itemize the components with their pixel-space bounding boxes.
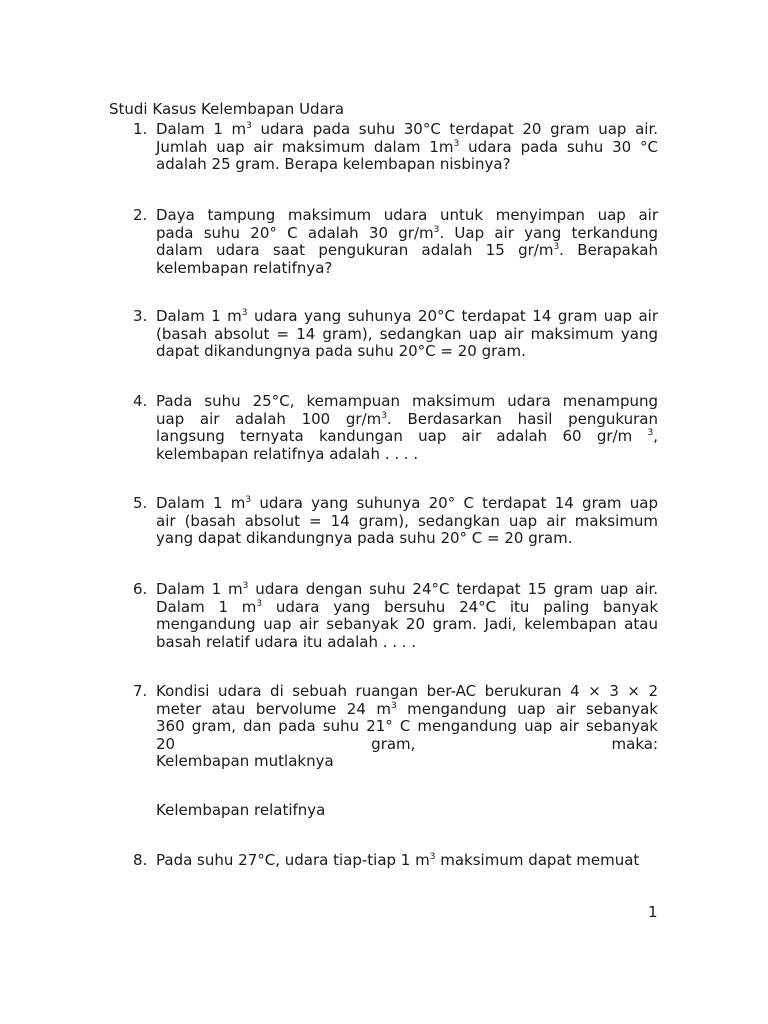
text-run: basah relatif udara itu adalah . . . . <box>156 632 417 651</box>
question-text <box>156 852 658 870</box>
text-run: meter atau bervolume 24 m <box>156 699 391 718</box>
text-run: Daya tampung maksimum udara untuk menyimpan uap air <box>156 206 658 224</box>
text-run: Pada suhu 27°C, udara tiap-tiap 1 m <box>156 851 430 869</box>
text-run: udara pada suhu 30 °C <box>459 137 658 156</box>
text-run: Dalam 1 m <box>156 494 246 512</box>
question-line <box>156 718 658 736</box>
question-line <box>156 242 658 260</box>
question-line <box>156 411 658 429</box>
text-run: air (basah absolut = 14 gram), sedangkan uap air maksimum <box>156 511 658 530</box>
question-7 <box>109 683 658 771</box>
question-line <box>156 428 658 446</box>
question-number: 5. <box>133 494 148 512</box>
superscript: 3 <box>245 495 252 505</box>
superscript: 3 <box>390 700 397 711</box>
question-line <box>156 121 658 139</box>
text-run: Dalam 1 m <box>156 120 247 138</box>
superscript: 3 <box>553 242 560 252</box>
text-run: udara pada suhu 30°C terdapat 20 gram uap air. <box>251 120 659 138</box>
text-run: Dalam 1 m <box>156 307 242 325</box>
question-text <box>156 581 658 651</box>
text-run: udara yang bersuhu 24°C itu paling banyak <box>262 597 659 616</box>
question-line <box>156 156 658 174</box>
superscript: 3 <box>381 410 387 421</box>
text-run: yang dapat dikandungnya pada suhu 20° C = 20 gram. <box>156 529 573 547</box>
question-number: 1. <box>133 120 148 138</box>
question-number: 7. <box>133 682 148 700</box>
question-text <box>156 683 658 771</box>
text-run: Dalam 1 m <box>156 597 257 616</box>
question-line <box>156 139 658 157</box>
superscript: 3 <box>242 581 249 591</box>
document-title: Studi Kasus Kelembapan Udara <box>109 100 345 118</box>
text-run: Kelembapan mutlaknya <box>156 752 334 770</box>
text-run: Jumlah uap air maksimum dalam 1m <box>156 137 454 156</box>
question-text <box>156 121 658 174</box>
text-run: udara yang suhunya 20°C terdapat 14 gram uap air <box>247 307 658 325</box>
question-5 <box>109 495 658 548</box>
question-line <box>156 701 658 719</box>
text-run: Kondisi udara di sebuah ruangan ber-AC berukuran 4 × 3 × 2 <box>156 682 658 700</box>
text-run: 20 gram, maka: <box>156 734 658 753</box>
question-8 <box>109 852 658 870</box>
question-2 <box>109 207 658 277</box>
question-line <box>156 343 658 361</box>
question-line <box>156 495 658 513</box>
question-line <box>156 513 658 531</box>
question-line <box>156 530 658 548</box>
question-line <box>156 736 658 754</box>
text-run: uap air adalah 100 gr/m <box>156 409 382 428</box>
question-number: 6. <box>133 580 148 598</box>
question-6 <box>109 581 658 651</box>
text-run: dalam udara saat pengukuran adalah 15 gr/m <box>156 241 554 259</box>
question-3 <box>109 308 658 361</box>
text-run: kelembapan relatifnya adalah . . . . <box>156 444 419 463</box>
text-run: udara dengan suhu 24°C terdapat 15 gram uap air. <box>248 580 658 598</box>
superscript: 3 <box>453 138 460 149</box>
text-run: mengandung uap air sebanyak 20 gram. Jadi, kelembapan atau <box>156 615 658 633</box>
text-run: Pada suhu 25°C, kemampuan maksimum udara menampung <box>156 392 658 410</box>
question-line <box>156 326 658 344</box>
question-line <box>156 616 658 634</box>
text-run: . Uap air yang terkandung <box>439 223 658 242</box>
question-line <box>156 308 658 326</box>
superscript: 3 <box>433 224 440 235</box>
text-run: , <box>653 427 658 445</box>
text-run: . Berdasarkan hasil pengukuran <box>387 409 658 428</box>
question-line <box>156 599 658 617</box>
text-run: udara yang suhunya 20° C terdapat 14 gram uap <box>251 494 659 512</box>
question-text <box>156 495 658 548</box>
superscript: 3 <box>246 121 252 131</box>
text-run: Dalam 1 m <box>156 580 243 598</box>
question-line <box>156 634 658 652</box>
question-number: 2. <box>133 206 148 224</box>
question-line <box>156 393 658 411</box>
question-text <box>156 393 658 463</box>
question-line <box>156 753 658 771</box>
question-4 <box>109 393 658 463</box>
question-line <box>156 683 658 701</box>
text-run: . Berapakah <box>559 241 658 259</box>
text-run: pada suhu 20° C adalah 30 gr/m <box>156 223 434 242</box>
superscript: 3 <box>256 598 263 609</box>
text-run: dapat dikandungnya pada suhu 20°C = 20 gram. <box>156 342 526 360</box>
question-line <box>156 446 658 464</box>
question-text <box>156 308 658 361</box>
superscript: 3 <box>429 852 436 862</box>
question-line <box>156 581 658 599</box>
question-1 <box>109 121 658 174</box>
question-line <box>156 260 658 278</box>
text-run: maksimum dapat memuat <box>435 851 640 869</box>
text-run: langsung ternyata kandungan uap air adalah 60 gr/m <box>156 427 648 445</box>
relative-humidity-label: Kelembapan relatifnya <box>156 801 326 819</box>
question-number: 8. <box>133 851 148 869</box>
question-number: 3. <box>133 307 148 325</box>
question-line <box>156 207 658 225</box>
question-line <box>156 852 658 870</box>
question-line <box>156 225 658 243</box>
superscript: 3 <box>647 428 654 438</box>
text-run: adalah 25 gram. Berapa kelembapan nisbinya? <box>156 155 511 173</box>
superscript: 3 <box>241 308 248 318</box>
text-run: (basah absolut = 14 gram), sedangkan uap air maksimum yang <box>156 324 658 343</box>
page-number: 1 <box>648 903 658 921</box>
text-run: 360 gram, dan pada suhu 21° C mengandung uap air sebanyak <box>156 717 658 735</box>
text-run: kelembapan relatifnya? <box>156 258 333 277</box>
question-text <box>156 207 658 277</box>
question-number: 4. <box>133 392 148 410</box>
text-run: mengandung uap air sebanyak <box>396 699 658 718</box>
